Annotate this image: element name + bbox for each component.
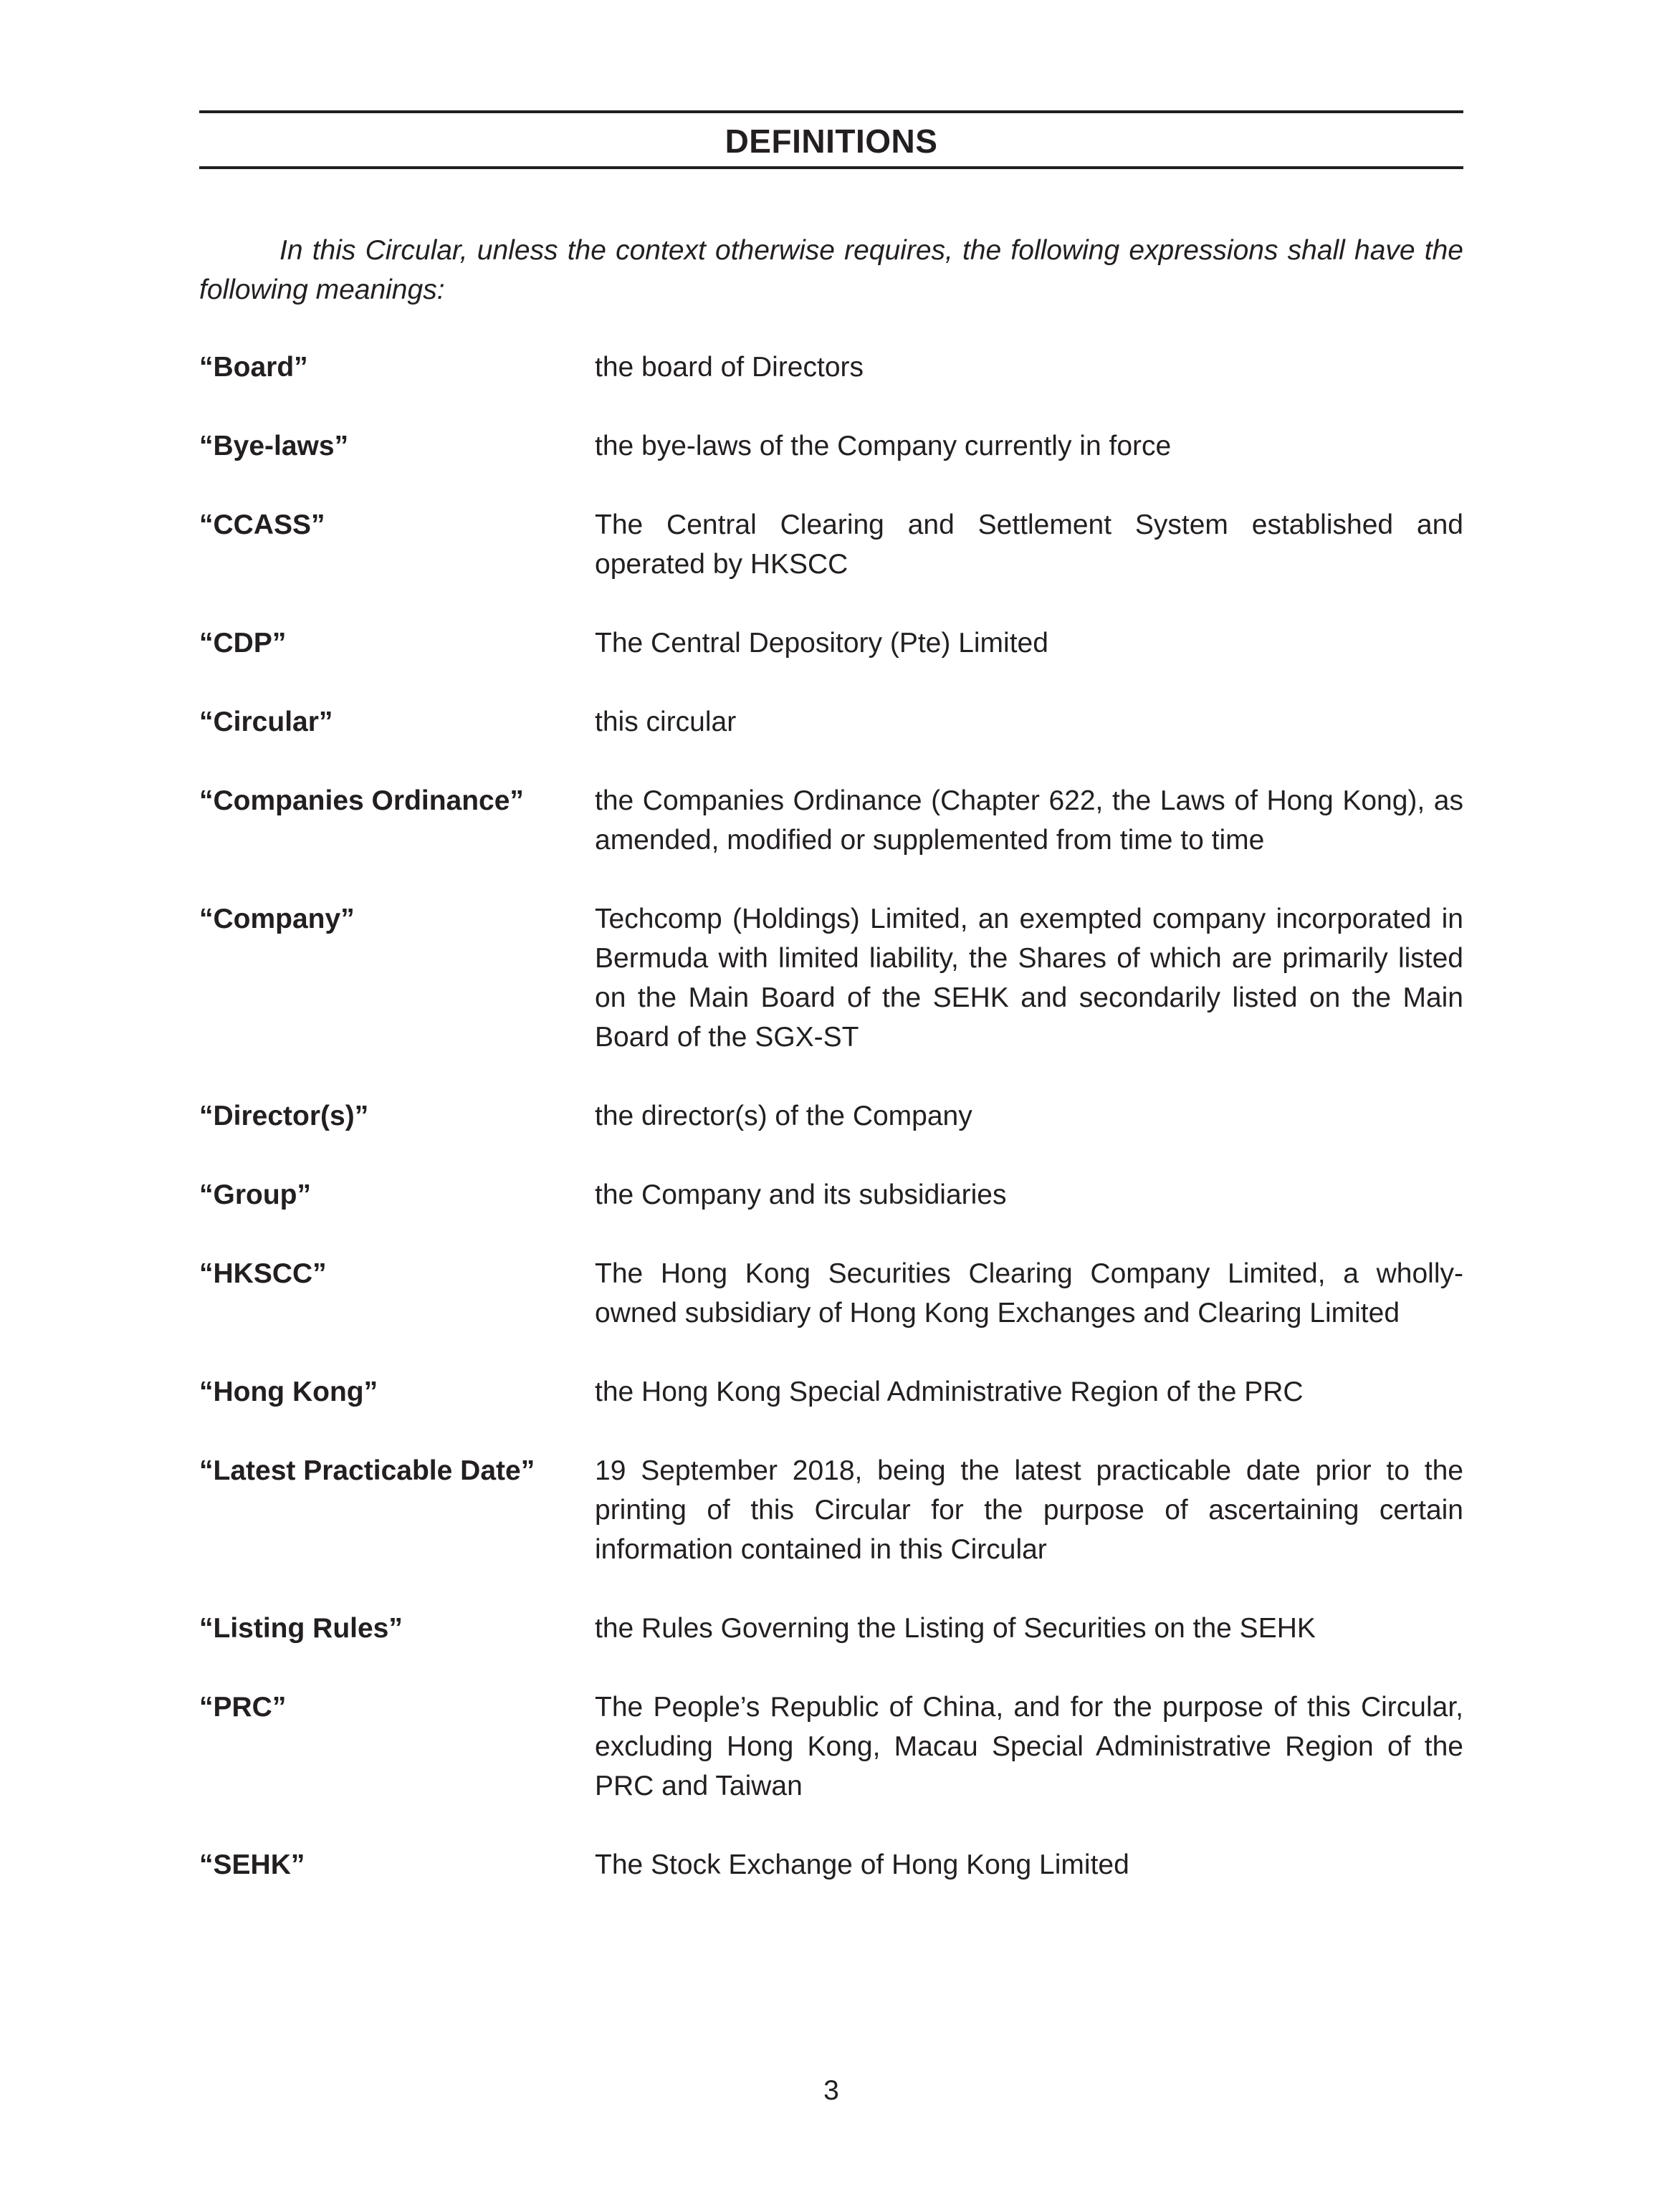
definition-row bbox=[199, 1451, 1463, 1569]
definition-term: “Hong Kong” bbox=[199, 1376, 378, 1407]
definition-text: The People’s Republic of China, and for the purpose of this Circular, excluding Hong Kong, Macau Special Administrative Region of the PRC and Taiwan bbox=[595, 1692, 1463, 1801]
definition-text: Techcomp (Holdings) Limited, an exempted company incorporated in Bermuda with limited liability, the Shares of which are primarily listed on the Main Board of the SEHK and secondarily listed on the Main Board of the SGX-ST bbox=[595, 904, 1463, 1053]
definition-text: the Hong Kong Special Administrative Region of the PRC bbox=[595, 1376, 1304, 1407]
definitions-list bbox=[199, 348, 1463, 1924]
definition-row bbox=[199, 702, 1463, 742]
definition-text: the Companies Ordinance (Chapter 622, the Laws of Hong Kong), as amended, modified or supplemented from time to time bbox=[595, 785, 1463, 856]
definition-text: the bye-laws of the Company currently in force bbox=[595, 431, 1172, 461]
definition-term: “Listing Rules” bbox=[199, 1613, 403, 1644]
definition-text: The Central Clearing and Settlement System established and operated by HKSCC bbox=[595, 509, 1463, 580]
definition-row bbox=[199, 1372, 1463, 1412]
page-number: 3 bbox=[823, 2075, 839, 2106]
definition-term: “Board” bbox=[199, 352, 308, 383]
definition-text: The Hong Kong Securities Clearing Company Limited, a wholly-owned subsidiary of Hong Kong Exchanges and Clearing Limited bbox=[595, 1258, 1463, 1328]
definition-row bbox=[199, 1687, 1463, 1806]
page-title: DEFINITIONS bbox=[725, 123, 938, 160]
definition-row bbox=[199, 505, 1463, 584]
definition-term: “Bye-laws” bbox=[199, 431, 349, 461]
definition-text: the board of Directors bbox=[595, 352, 864, 383]
definition-term: “Company” bbox=[199, 904, 355, 934]
definition-text: the Company and its subsidiaries bbox=[595, 1179, 1007, 1210]
definition-term: “Director(s)” bbox=[199, 1101, 369, 1131]
definition-term: “Companies Ordinance” bbox=[199, 785, 524, 816]
definition-text: the director(s) of the Company bbox=[595, 1101, 972, 1131]
definition-term: “PRC” bbox=[199, 1692, 287, 1723]
definition-term: “SEHK” bbox=[199, 1849, 305, 1880]
definition-row bbox=[199, 623, 1463, 663]
definition-text: The Central Depository (Pte) Limited bbox=[595, 628, 1048, 659]
definition-term: “CCASS” bbox=[199, 509, 325, 540]
definition-term: “Circular” bbox=[199, 707, 333, 737]
definition-term: “HKSCC” bbox=[199, 1258, 327, 1289]
definition-text: The Stock Exchange of Hong Kong Limited bbox=[595, 1849, 1129, 1880]
definition-row bbox=[199, 781, 1463, 860]
definition-term: “Latest Practicable Date” bbox=[199, 1455, 535, 1486]
definition-term: “CDP” bbox=[199, 628, 287, 659]
definition-term: “Group” bbox=[199, 1179, 311, 1210]
intro-paragraph: In this Circular, unless the context otherwise requires, the following expressions shall have the following meanings: bbox=[199, 235, 1463, 305]
definition-text: this circular bbox=[595, 707, 737, 737]
header-rule-bottom bbox=[199, 166, 1463, 169]
header-rule-top bbox=[199, 110, 1463, 113]
definition-row bbox=[199, 899, 1463, 1057]
definition-row bbox=[199, 1845, 1463, 1885]
definition-text: 19 September 2018, being the latest practicable date prior to the printing of this Circular for the purpose of ascertaining certain information contained in this Circular bbox=[595, 1455, 1463, 1565]
definition-row bbox=[199, 348, 1463, 387]
definition-row bbox=[199, 1096, 1463, 1136]
definition-row bbox=[199, 426, 1463, 466]
definition-row bbox=[199, 1609, 1463, 1648]
definition-row bbox=[199, 1254, 1463, 1333]
definition-row bbox=[199, 1175, 1463, 1215]
definition-text: the Rules Governing the Listing of Securities on the SEHK bbox=[595, 1613, 1316, 1644]
